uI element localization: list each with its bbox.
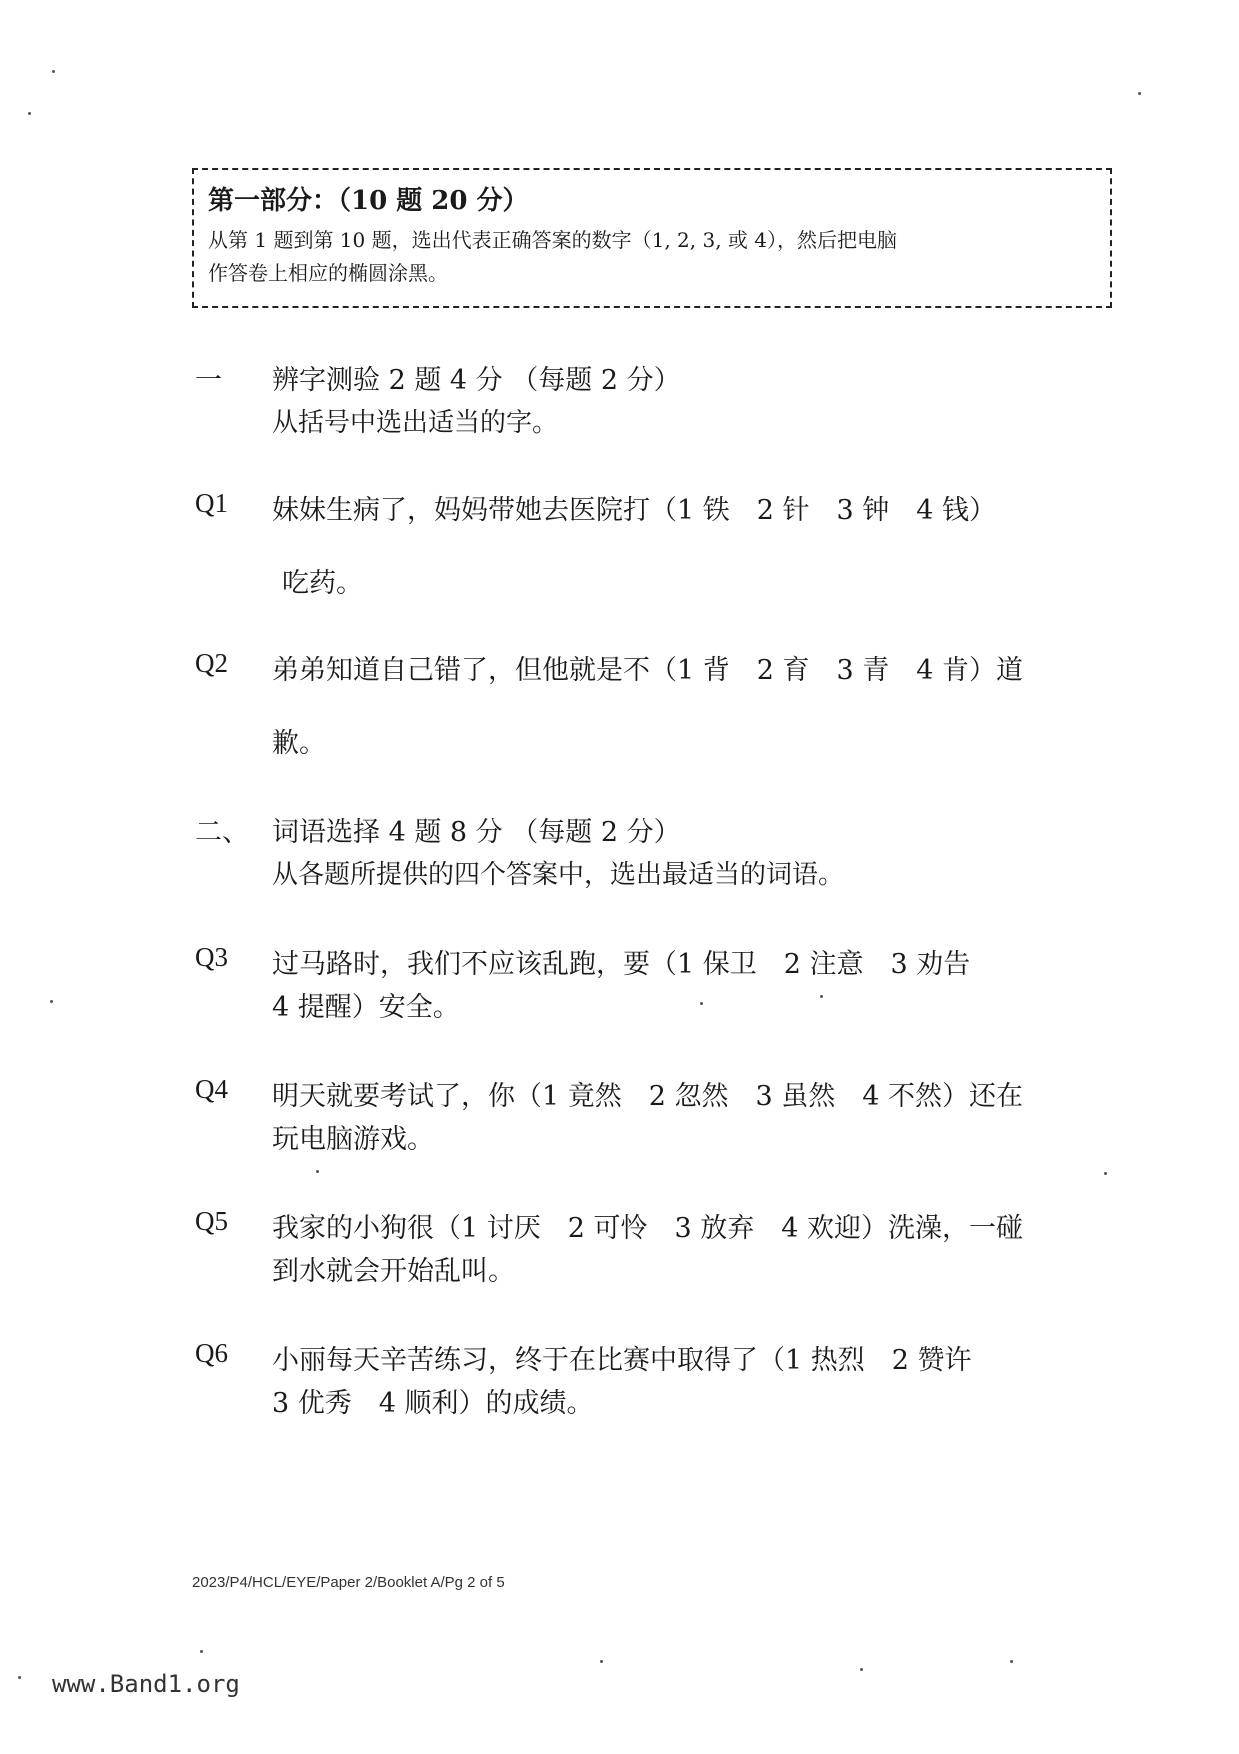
question-line-2: 3 优秀 4 顺利）的成绩。 bbox=[272, 1388, 594, 1419]
scan-speck bbox=[1104, 1172, 1107, 1175]
instructions-text bbox=[208, 224, 1096, 290]
scan-speck bbox=[50, 1000, 53, 1003]
question-line-1: 弟弟知道自己错了，但他就是不（1 背 2 育 3 青 4 肯）道 bbox=[272, 655, 1024, 686]
section-2-number: 二、 bbox=[195, 817, 249, 848]
question-line-1: 妹妹生病了，妈妈带她去医院打（1 铁 2 针 3 钟 4 钱） bbox=[272, 495, 997, 526]
watermark: www.Band1.org bbox=[52, 1670, 240, 1698]
scan-speck bbox=[700, 1002, 703, 1005]
question-label: Q5 bbox=[195, 1206, 228, 1236]
question-text bbox=[272, 488, 1105, 600]
question-line-2: 到水就会开始乱叫。 bbox=[272, 1256, 515, 1287]
scan-speck bbox=[1010, 1660, 1013, 1663]
question-line-1: 我家的小狗很（1 讨厌 2 可怜 3 放弃 4 欢迎）洗澡，一碰 bbox=[272, 1213, 1024, 1244]
question-label: Q2 bbox=[195, 648, 228, 678]
question-label: Q3 bbox=[195, 942, 228, 972]
scan-speck bbox=[52, 70, 55, 73]
question-label: Q6 bbox=[195, 1338, 228, 1368]
question-line-1: 明天就要考试了，你（1 竟然 2 忽然 3 虽然 4 不然）还在 bbox=[272, 1081, 1024, 1112]
instructions-box bbox=[192, 168, 1112, 308]
section-2-subtitle: 从各题所提供的四个答案中，选出最适当的词语。 bbox=[272, 860, 845, 890]
scan-speck bbox=[28, 112, 31, 115]
question-text bbox=[272, 1074, 1105, 1156]
scan-speck bbox=[18, 1676, 21, 1679]
question-line-1: 过马路时，我们不应该乱跑，要（1 保卫 2 注意 3 劝告 bbox=[272, 949, 971, 980]
question-line-2: 吃药。 bbox=[282, 568, 363, 599]
question-label: Q4 bbox=[195, 1074, 228, 1104]
question-line-2: 玩电脑游戏。 bbox=[272, 1124, 434, 1155]
question-line-2: 歉。 bbox=[272, 728, 326, 759]
question-text bbox=[272, 648, 1105, 760]
scan-speck bbox=[860, 1668, 863, 1671]
footer-page-code: 2023/P4/HCL/EYE/Paper 2/Booklet A/Pg 2 of 5 bbox=[192, 1574, 505, 1591]
question-label: Q1 bbox=[195, 488, 228, 518]
question-text bbox=[272, 942, 1105, 1024]
scan-speck bbox=[1138, 92, 1141, 95]
question-text bbox=[272, 1206, 1105, 1288]
instructions-line-2: 作答卷上相应的椭圆涂黑。 bbox=[208, 261, 448, 285]
instructions-title: 第一部分：（10 题 20 分） bbox=[208, 186, 529, 216]
section-1-number: 一 bbox=[195, 365, 222, 396]
scan-speck bbox=[200, 1650, 203, 1653]
section-2-title: 词语选择 4 题 8 分 （每题 2 分） bbox=[272, 817, 681, 848]
scan-speck bbox=[316, 1170, 319, 1173]
instructions-line-1: 从第 1 题到第 10 题，选出代表正确答案的数字（1, 2, 3, 或 4），然后把电脑 bbox=[208, 228, 898, 252]
section-1-subtitle: 从括号中选出适当的字。 bbox=[272, 408, 559, 438]
scan-speck bbox=[820, 995, 823, 998]
section-1-title: 辨字测验 2 题 4 分 （每题 2 分） bbox=[272, 365, 681, 396]
scan-speck bbox=[600, 1660, 603, 1663]
question-line-2: 4 提醒）安全。 bbox=[272, 992, 460, 1023]
question-text bbox=[272, 1338, 1105, 1420]
question-line-1: 小丽每天辛苦练习，终于在比赛中取得了（1 热烈 2 赞许 bbox=[272, 1345, 972, 1376]
